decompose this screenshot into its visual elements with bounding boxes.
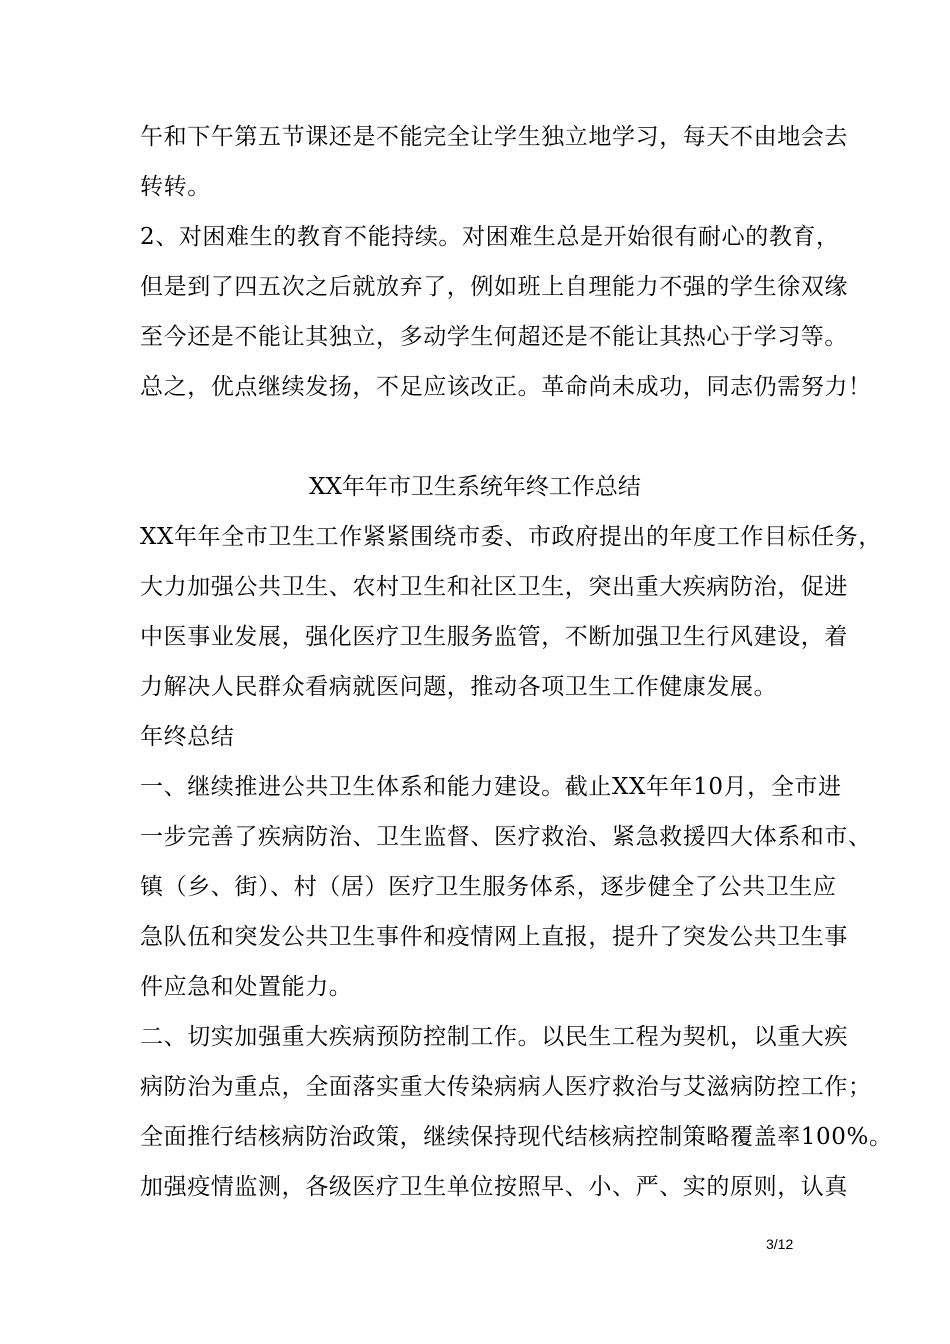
paragraph-line: 件应急和处置能力。 <box>140 974 353 1000</box>
page-number: 3/12 <box>766 1236 794 1252</box>
paragraph-line: 全面推行结核病防治政策，继续保持现代结核病控制策略覆盖率100%。 <box>140 1124 893 1150</box>
paragraph-line: 午和下午第五节课还是不能完全让学生独立地学习，每天不由地会去 <box>140 124 848 150</box>
paragraph-line: 转转。 <box>140 174 211 200</box>
paragraph-line: 总之，优点继续发扬，不足应该改正。革命尚未成功，同志仍需努力！ <box>140 374 872 400</box>
paragraph-line: 力解决人民群众看病就医问题，推动各项卫生工作健康发展。 <box>140 674 778 700</box>
paragraph-line: 大力加强公共卫生、农村卫生和社区卫生，突出重大疾病防治，促进 <box>140 574 848 600</box>
paragraph-line: 急队伍和突发公共卫生事件和疫情网上直报，提升了突发公共卫生事 <box>140 924 848 950</box>
paragraph-line: 镇（乡、街）、村（居）医疗卫生服务体系，逐步健全了公共卫生应 <box>140 874 837 900</box>
paragraph-line: 2、对困难生的教育不能持续。对困难生总是开始很有耐心的教育， <box>140 224 840 250</box>
paragraph-line: 一步完善了疾病防治、卫生监督、医疗救治、紧急救援四大体系和市、 <box>140 824 872 850</box>
paragraph-line: 中医事业发展，强化医疗卫生服务监管，不断加强卫生行风建设，着 <box>140 624 848 650</box>
subheading: 年终总结 <box>140 724 235 750</box>
paragraph-line: 加强疫情监测，各级医疗卫生单位按照早、小、严、实的原则，认真 <box>140 1174 848 1200</box>
paragraph-line: 一、继续推进公共卫生体系和能力建设。截止XX年年10月，全市进 <box>140 774 842 800</box>
section-title: XX年年市卫生系统年终工作总结 <box>309 474 641 500</box>
paragraph-line: 二、切实加强重大疾病预防控制工作。以民生工程为契机，以重大疾 <box>140 1024 848 1050</box>
paragraph-line: XX年年全市卫生工作紧紧围绕市委、市政府提出的年度工作目标任务， <box>140 524 882 550</box>
paragraph-line: 但是到了四五次之后就放弃了，例如班上自理能力不强的学生徐双缘 <box>140 274 848 300</box>
paragraph-line: 至今还是不能让其独立，多动学生何超还是不能让其热心于学习等。 <box>140 324 848 350</box>
paragraph-line: 病防治为重点，全面落实重大传染病病人医疗救治与艾滋病防控工作； <box>140 1074 872 1100</box>
